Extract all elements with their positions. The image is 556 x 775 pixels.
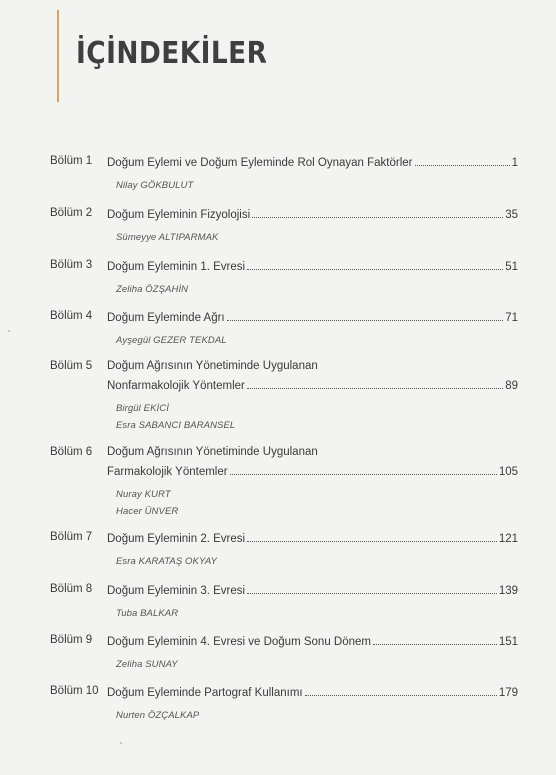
chapter-author: Ayşegül GEZER TEKDAL <box>116 335 227 346</box>
chapter-label: Bölüm 10 <box>50 685 99 697</box>
chapter-title: Doğum Eyleminin Fizyolojisi <box>107 209 251 221</box>
chapter-title: Nonfarmakolojik Yöntemler <box>107 380 245 392</box>
dot-leader <box>230 473 497 475</box>
chapter-title-line1: Doğum Ağrısının Yönetiminde Uygulanan <box>107 360 318 372</box>
chapter-title-row <box>107 257 518 273</box>
page-number: 1 <box>511 157 518 169</box>
page-number: 179 <box>498 687 518 699</box>
chapter-title: Farmakolojik Yöntemler <box>107 466 228 478</box>
chapter-title-row <box>107 581 518 597</box>
dot-leader <box>247 387 503 389</box>
page-number: 35 <box>505 209 518 221</box>
dot-leader <box>227 319 504 321</box>
dot-leader <box>247 540 497 542</box>
chapter-label: Bölüm 4 <box>50 310 93 322</box>
chapter-title-row <box>107 683 518 699</box>
chapter-title-row <box>107 632 518 648</box>
chapter-title-row <box>107 308 518 324</box>
chapter-title: Doğum Eyleminin 2. Evresi <box>107 533 246 545</box>
dot-leader <box>247 268 503 270</box>
page-number: 51 <box>505 261 518 273</box>
chapter-title: Doğum Eyleminin 3. Evresi <box>107 585 246 597</box>
chapter-label: Bölüm 9 <box>50 634 93 646</box>
chapter-label: Bölüm 5 <box>50 360 93 372</box>
title-accent-bar <box>57 10 59 102</box>
chapter-title: Doğum Eyleminde Ağrı <box>107 312 225 324</box>
page-number: 89 <box>505 380 518 392</box>
chapter-label: Bölüm 3 <box>50 259 93 271</box>
dot-leader <box>252 216 503 218</box>
chapter-author: Zeliha SUNAY <box>116 659 178 670</box>
page-title: İÇİNDEKİLER <box>76 36 268 71</box>
chapter-author: Esra SABANCI BARANSEL <box>116 420 236 431</box>
chapter-author: Hacer ÜNVER <box>116 506 179 517</box>
page-number: 151 <box>498 636 518 648</box>
chapter-author: Esra KARATAŞ OKYAY <box>116 556 218 567</box>
chapter-title-row <box>107 462 518 478</box>
chapter-label: Bölüm 7 <box>50 531 93 543</box>
chapter-author: Birgül EKİCİ <box>116 403 169 414</box>
chapter-author: Nilay GÖKBULUT <box>116 180 194 191</box>
dot-leader <box>373 643 497 645</box>
chapter-title-row <box>107 205 518 221</box>
chapter-title-row <box>107 529 518 545</box>
chapter-title-line1: Doğum Ağrısının Yönetiminde Uygulanan <box>107 446 318 458</box>
chapter-author: Tuba BALKAR <box>116 608 179 619</box>
chapter-author: Zeliha ÖZŞAHİN <box>116 284 189 295</box>
chapter-title-row <box>107 153 518 169</box>
chapter-author: Nuray KURT <box>116 489 171 500</box>
chapter-title: Doğum Eyleminin 4. Evresi ve Doğum Sonu Dönem <box>107 636 371 648</box>
chapter-label: Bölüm 1 <box>50 155 93 167</box>
dot-leader <box>305 694 497 696</box>
chapter-title: Doğum Eyleminin 1. Evresi <box>107 261 246 273</box>
page-number: 71 <box>505 312 518 324</box>
page-number: 121 <box>498 533 518 545</box>
dot-leader <box>415 164 510 166</box>
chapter-label: Bölüm 6 <box>50 446 93 458</box>
page-number: 105 <box>498 466 518 478</box>
chapter-label: Bölüm 2 <box>50 207 93 219</box>
chapter-author: Sümeyye ALTIPARMAK <box>116 232 219 243</box>
chapter-title: Doğum Eyleminde Partograf Kullanımı <box>107 687 303 699</box>
chapter-title-row <box>107 376 518 392</box>
page-number: 139 <box>498 585 518 597</box>
dot-leader <box>247 592 497 594</box>
chapter-author: Nurten ÖZÇALKAP <box>116 710 200 721</box>
chapter-label: Bölüm 8 <box>50 583 93 595</box>
chapter-title: Doğum Eylemi ve Doğum Eyleminde Rol Oynayan Faktörler <box>107 157 413 169</box>
